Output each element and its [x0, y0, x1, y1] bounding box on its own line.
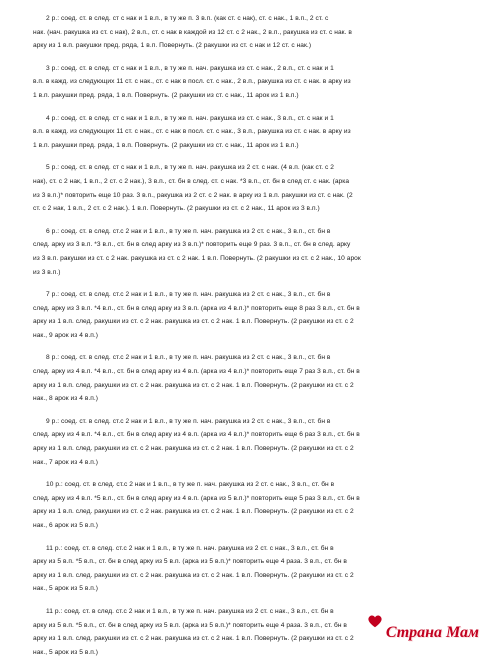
heart-icon [366, 612, 384, 630]
text-line: 1 в.п. ракушки пред. ряда, 1 в.п. Повернуть. (2 ракушки из ст. с нак., 11 арок из 1 в.п.) [33, 91, 299, 99]
text-line: 7 р.: соед. ст. в след. ст.с 2 нак и 1 в.п., в ту же п. нач. ракушка из 2 ст. с нак., 3 в.п., ст. бн в [46, 291, 331, 299]
text-line: нак., 9 арок из 4 в.п.) [33, 331, 99, 339]
text-line: след. арку из 4 в.п. *4 в.п., ст. бн в след арку из 4 в.п. (арка из 4 в.п.)* повторить еще 7 раз 3 в.п., ст. бн в [33, 368, 360, 376]
document-body [33, 12, 453, 668]
text-line: нак), ст. с 2 нак, 1 в.п., 2 ст. с 2 нак.), 3 в.п., ст. бн в след. ст. с нак. *3 в.п., ст. бн в след ст. с нак. (арка [33, 177, 350, 185]
text-line: 1 в.п. ракушки пред. ряда, 1 в.п. Повернуть. (2 ракушки из ст. с нак., 11 арок из 1 в.п.) [33, 141, 299, 149]
text-line: из 3 в.п. ракушки из ст. с 2 нак. ракушка из ст. с 2 нак. 1 в.п. Повернуть. (2 ракушки из ст. с 2 нак., 10 арок [33, 254, 361, 262]
text-line: 5 р.: соед. ст. в след. ст с нак и 1 в.п., в ту же п. нач. ракушка из 2 ст. с нак. (4 в.п. (как ст. с 2 [46, 164, 334, 172]
row-instruction-10 [33, 478, 453, 532]
text-line: нак., 5 арок из 5 в.п.) [33, 648, 99, 656]
text-line: арку из 1 в.п. след. ракушки из ст. с 2 нак. ракушка из ст. с 2 нак. 1 в.п. Повернуть. (2 ракушки из ст. с 2 [33, 318, 354, 326]
watermark-text: Страна Мам [385, 624, 479, 641]
row-instruction-11 [33, 542, 453, 596]
text-line: 10 р.: соед. ст. в след. ст.с 2 нак и 1 в.п., в ту же п. нач. ракушка из 2 ст. с нак., 3 в.п., ст. бн в [46, 481, 335, 489]
text-line: нак., 5 арок из 5 в.п.) [33, 585, 99, 593]
row-instruction-9 [33, 415, 453, 469]
text-line: 4 р.: соед. ст. в след. ст с нак и 1 в.п., в ту же п. нач. ракушка из ст. с нак., 3 в.п., ст. с нак и 1 [46, 114, 334, 122]
text-line: 11 р.: соед. ст. в след. ст.с 2 нак и 1 в.п., в ту же п. нач. ракушка из 2 ст. с нак., 3 в.п., ст. бн в [46, 607, 334, 615]
text-line: арку из 5 в.п. *5 в.п., ст. бн в след арку из 5 в.п. (арка из 5 в.п.)* повторить еще 4 раза. 3 в.п., ст. бн в [33, 621, 347, 629]
row-instruction-5 [33, 161, 453, 215]
text-line: нак., 8 арок из 4 в.п.) [33, 395, 99, 403]
row-instruction-6 [33, 225, 453, 279]
text-line: нак., 7 арок из 4 в.п.) [33, 458, 99, 466]
text-line: ст. с 2 нак, 1 в.п., 2 ст. с 2 нак.). 1 в.п. Повернуть. (2 ракушки из ст. с 2 нак., 11 арок из 3 в.п.) [33, 205, 320, 213]
text-line: нак., 6 арок из 5 в.п.) [33, 522, 99, 529]
text-line: след. арку из 3 в.п. *3 в.п., ст. бн в след арку из 3 в.п.)* повторить еще 9 раз. 3 в.п., ст. бн в след. арку [33, 241, 351, 249]
site-watermark-logo [366, 612, 479, 642]
row-instruction-2 [33, 12, 453, 53]
text-line: след. арку из 4 в.п. *4 в.п., ст. бн в след арку из 4 в.п. (арка из 4 в.п.)* повторить еще 6 раз 3 в.п., ст. бн в [33, 431, 360, 439]
text-line: из 3 в.п.)* повторить еще 10 раз. 3 в.п., ракушка из 2 ст. с 2 нак. в арку из 1 в.п. ракушки из ст. с нак. (2 [33, 191, 353, 199]
text-line: след. арку из 4 в.п. *5 в.п., ст. бн в след арку из 4 в.п. (арка из 5 в.п.)* повторить еще 5 раз 3 в.п., ст. бн в [33, 494, 360, 502]
text-line: 9 р.: соед. ст. в след. ст.с 2 нак и 1 в.п., в ту же п. нач. ракушка из 2 ст. с нак., 3 в.п., ст. бн в [46, 417, 331, 425]
text-line: арку из 1 в.п. след. ракушки из ст. с 2 нак. ракушка из ст. с 2 нак. 1 в.п. Повернуть. (2 ракушки из ст. с 2 [33, 508, 354, 516]
text-line: арку из 5 в.п. *5 в.п., ст. бн в след арку из 5 в.п. (арка из 5 в.п.)* повторить еще 4 раза. 3 в.п., ст. бн в [33, 558, 347, 566]
text-line: арку из 1 в.п. ракушки пред. ряда, 1 в.п. Повернуть. (2 ракушки из ст. с нак и 12 ст. с нак.) [33, 42, 312, 50]
text-line: в.п. в кажд. из следующих 11 ст. с нак., ст. с нак в посл. ст. с нак., 2 в.п., ракушка из ст. с нак. в арку из [33, 78, 351, 86]
row-instruction-4 [33, 112, 453, 153]
text-line: 11 р.: соед. ст. в след. ст.с 2 нак и 1 в.п., в ту же п. нач. ракушка из 2 ст. с нак., 3 в.п., ст. бн в [46, 544, 334, 552]
text-line: арку из 1 в.п. след. ракушки из ст. с 2 нак. ракушка из ст. с 2 нак. 1 в.п. Повернуть. (2 ракушки из ст. с 2 [33, 571, 354, 579]
text-line: 3 р.: соед. ст. в след. ст с нак и 1 в.п., в ту же п. нач. ракушка из ст. с нак., 2 в.п., ст. с нак и 1 [46, 64, 334, 72]
row-instruction-3 [33, 62, 453, 103]
text-line: в.п. в кажд. из следующих 11 ст. с нак., ст. с нак в посл. ст. с нак., 3 в.п., ракушка из ст. с нак. в арку из [33, 128, 351, 136]
text-line: арку из 1 в.п. след. ракушки из ст. с 2 нак. ракушка из ст. с 2 нак. 1 в.п. Повернуть. (2 ракушки из ст. с 2 [33, 381, 354, 389]
text-line: 2 р.: соед. ст. в след. ст с нак и 1 в.п., в ту же п. 3 в.п. (как ст. с нак), ст. с нак., 1 в.п., 2 ст. с [46, 15, 329, 22]
row-instruction-8 [33, 351, 453, 405]
text-line: нак. (нач. ракушка из ст. с нак), 2 в.п., ст. с нак в каждой из 12 ст. с 2 нак., 2 в.п., ракушка из ст. с нак. в [33, 28, 352, 36]
row-instruction-7 [33, 288, 453, 342]
text-line: из 3 в.п.) [33, 268, 61, 276]
text-line: 6 р.: соед. ст. в след. ст.с 2 нак и 1 в.п., в ту же п. нач. ракушка из 2 ст. с нак., 3 в.п., ст. бн в [46, 227, 331, 235]
text-line: арку из 1 в.п. след. ракушки из ст. с 2 нак. ракушка из ст. с 2 нак. 1 в.п. Повернуть. (2 ракушки из ст. с 2 [33, 445, 354, 453]
text-line: арку из 1 в.п. след. ракушки из ст. с 2 нак. ракушка из ст. с 2 нак. 1 в.п. Повернуть. (2 ракушки из ст. с 2 [33, 635, 354, 643]
text-line: след. арку из 3 в.п. *4 в.п., ст. бн в след арку из 3 в.п. (арка из 4 в.п.)* повторить еще 8 раз 3 в.п., ст. бн в [33, 304, 360, 312]
text-line: 8 р.: соед. ст. в след. ст.с 2 нак и 1 в.п., в ту же п. нач. ракушка из 2 ст. с нак., 3 в.п., ст. бн в [46, 354, 331, 362]
